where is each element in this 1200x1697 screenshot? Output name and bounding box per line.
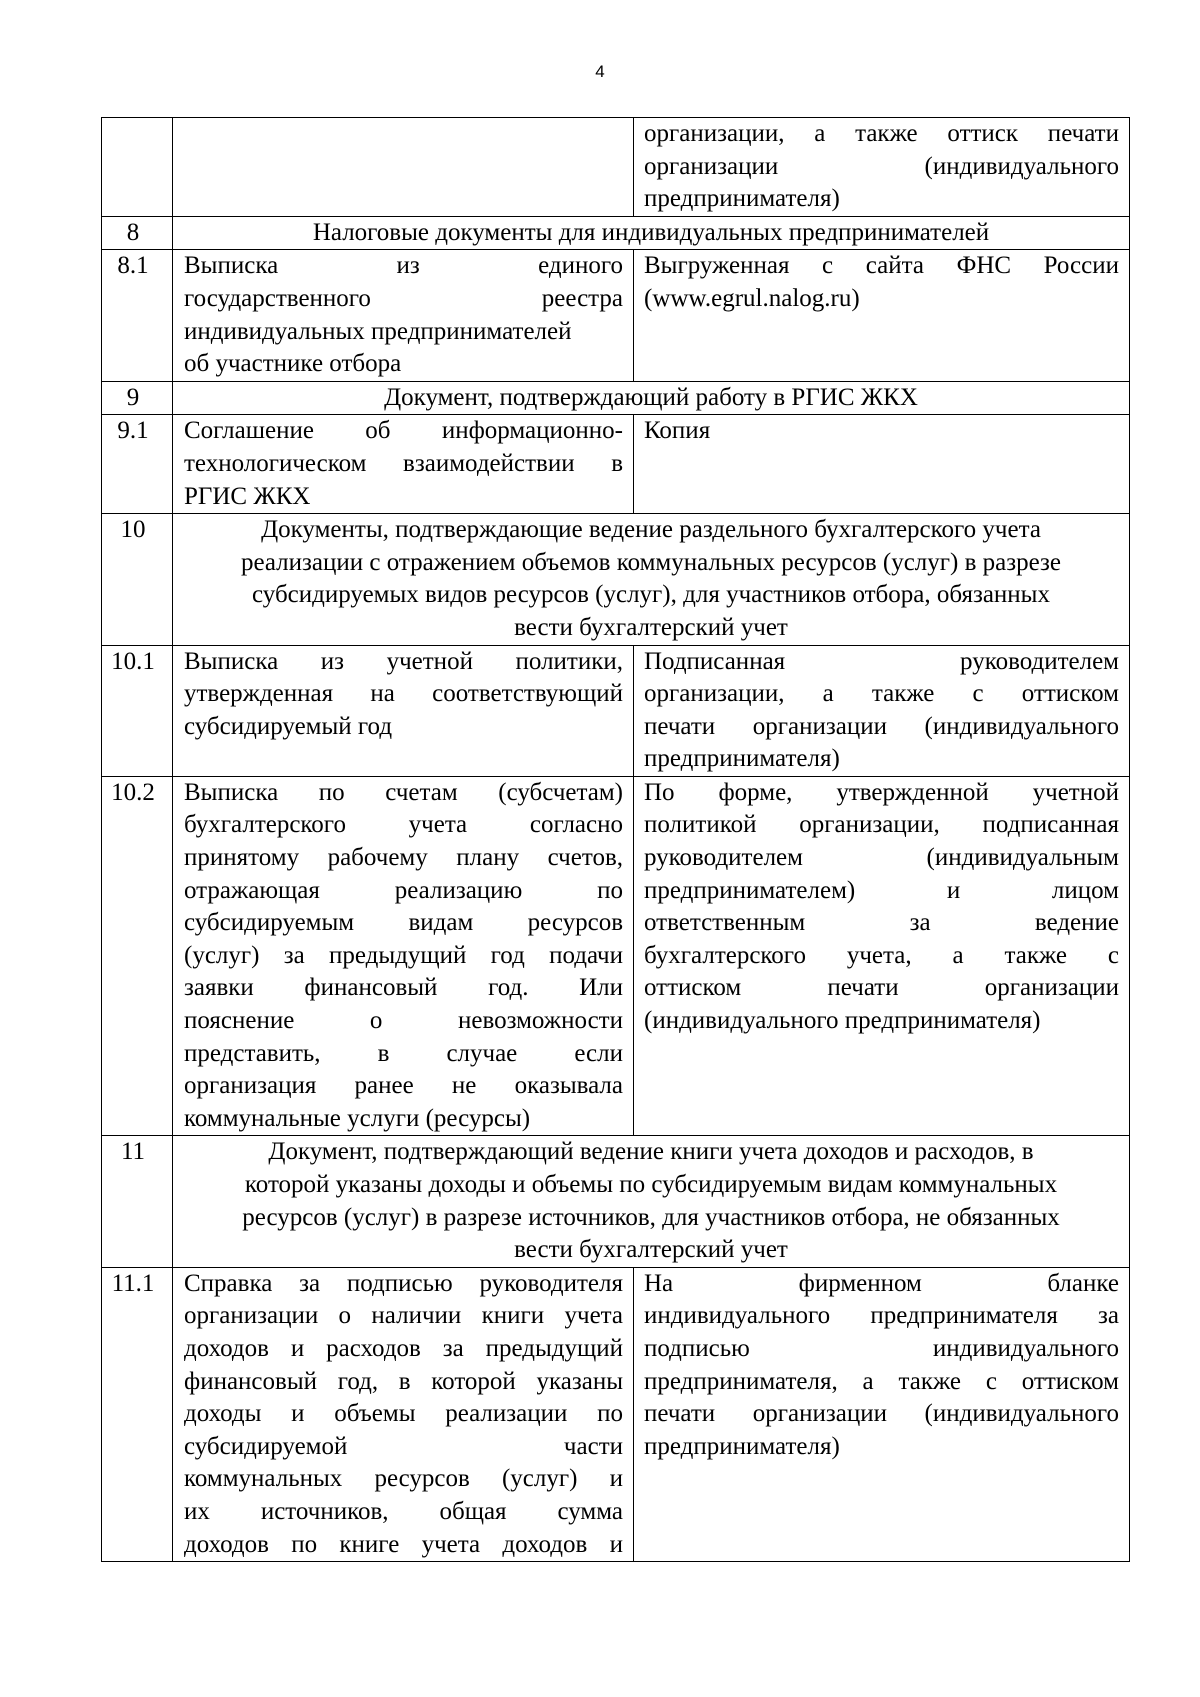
- document-name-cell: [173, 776, 634, 1136]
- text-line: (индивидуального предпринимателя): [644, 1007, 1041, 1035]
- section-title: [173, 1136, 1130, 1267]
- text-line: РГИС ЖКХ: [184, 482, 311, 510]
- text-line: доходов по книге учета доходов и: [184, 1530, 623, 1558]
- text-line: На фирменном бланке: [644, 1269, 1119, 1297]
- text-line: организации о наличии книги учета: [184, 1302, 623, 1330]
- table-row-continued: [102, 118, 1130, 217]
- text-line: коммунальных ресурсов (услуг) и: [184, 1465, 623, 1493]
- text-line: пояснение о невозможности: [184, 1007, 623, 1035]
- text-line: коммунальные услуги (ресурсы): [184, 1104, 531, 1132]
- text-line: (услуг) за предыдущий год подачи: [184, 941, 623, 969]
- text-line: Справка за подписью руководителя: [184, 1269, 623, 1297]
- text-line: об участнике отбора: [184, 350, 402, 378]
- row-number: 9: [102, 381, 173, 415]
- text-line: заявки финансовый год. Или: [184, 974, 623, 1002]
- section-row-9: [102, 381, 1130, 415]
- text-line: организация ранее не оказывала: [184, 1072, 623, 1100]
- document-name-cell: [173, 645, 634, 776]
- text-line: их источников, общая сумма: [184, 1497, 623, 1525]
- row-number: 8.1: [102, 250, 173, 381]
- section-row-8: [102, 216, 1130, 250]
- section-row-10: [102, 514, 1130, 645]
- text-line: субсидируемый год: [184, 712, 393, 740]
- text-line: Соглашение об информационно-: [184, 417, 623, 445]
- text-line: (www.egrul.nalog.ru): [644, 284, 860, 312]
- text-line: организации, а также с оттиском: [644, 680, 1119, 708]
- row-number: 9.1: [102, 415, 173, 514]
- page-number: 4: [595, 62, 605, 81]
- text-line: предпринимателя): [644, 1432, 840, 1460]
- title-line: вести бухгалтерский учет: [514, 1236, 788, 1264]
- text-line: принятому рабочему плану счетов,: [184, 844, 623, 872]
- text-line: доходы и объемы реализации по: [184, 1400, 623, 1428]
- text-line: печати организации (индивидуального: [644, 1400, 1119, 1428]
- table-row-10-2: [102, 776, 1130, 1136]
- text-line: индивидуальных предпринимателей: [184, 317, 572, 345]
- text-line: Выписка из учетной политики,: [184, 647, 623, 675]
- title-line: ресурсов (услуг) в разрезе источников, для участников отбора, не обязанных: [242, 1203, 1060, 1231]
- text-line: ответственным за ведение: [644, 909, 1119, 937]
- title-line: вести бухгалтерский учет: [514, 613, 788, 641]
- text-line: предпринимателя, а также с оттиском: [644, 1367, 1119, 1395]
- row-number: 10: [102, 514, 173, 645]
- table-row-11-1: [102, 1267, 1130, 1561]
- row-number: 10.2: [102, 776, 173, 1136]
- text-line: предпринимателя): [644, 185, 840, 213]
- text-line: руководителем (индивидуальным: [644, 844, 1119, 872]
- text-line: Выгруженная с сайта ФНС России: [644, 252, 1119, 280]
- section-title: Налоговые документы для индивидуальных предпринимателей: [173, 216, 1130, 250]
- text-line: подписью индивидуального: [644, 1334, 1119, 1362]
- text-line: индивидуального предпринимателя за: [644, 1302, 1119, 1330]
- text-line: субсидируемым видам ресурсов: [184, 909, 623, 937]
- table-row-8-1: [102, 250, 1130, 381]
- text-line: доходов и расходов за предыдущий: [184, 1334, 623, 1362]
- text-line: Выписка из единого: [184, 252, 623, 280]
- requirement-cell: [634, 645, 1130, 776]
- text-line: бухгалтерского учета, а также с: [644, 941, 1119, 969]
- requirement-cell: [634, 250, 1130, 381]
- title-line: Документ, подтверждающий ведение книги учета доходов и расходов, в: [268, 1138, 1034, 1166]
- document-name-cell: [173, 415, 634, 514]
- text-line: отражающая реализацию по: [184, 876, 623, 904]
- text-line: Копия: [644, 417, 711, 445]
- row-number: 10.1: [102, 645, 173, 776]
- requirement-cell: [634, 118, 1130, 217]
- text-line: представить, в случае если: [184, 1039, 623, 1067]
- document-name-cell: [173, 250, 634, 381]
- row-number: 11: [102, 1136, 173, 1267]
- text-line: технологическом взаимодействии в: [184, 449, 623, 477]
- table-row-9-1: [102, 415, 1130, 514]
- documents-table: [101, 117, 1130, 1562]
- document-name-cell: [173, 1267, 634, 1561]
- text-line: политикой организации, подписанная: [644, 811, 1119, 839]
- text-line: организации, а также оттиск печати: [644, 120, 1119, 147]
- text-line: финансовый год, в которой указаны: [184, 1367, 623, 1395]
- title-line: которой указаны доходы и объемы по субсидируемым видам коммунальных: [244, 1171, 1058, 1198]
- document-name-cell: [173, 118, 634, 217]
- requirement-cell: [634, 415, 1130, 514]
- section-row-11: [102, 1136, 1130, 1267]
- title-line: Документы, подтверждающие ведение раздельного бухгалтерского учета: [261, 516, 1041, 544]
- title-line: субсидируемых видов ресурсов (услуг), для участников отбора, обязанных: [252, 581, 1050, 609]
- text-line: утвержденная на соответствующий: [184, 680, 623, 708]
- section-title: [173, 514, 1130, 645]
- text-line: организации (индивидуального: [644, 152, 1119, 180]
- table-row-10-1: [102, 645, 1130, 776]
- row-number: 8: [102, 216, 173, 250]
- text-line: Выписка по счетам (субсчетам): [184, 778, 623, 806]
- title-line: реализации с отражением объемов коммунальных ресурсов (услуг) в разрезе: [240, 548, 1062, 576]
- row-number-cell: [102, 118, 173, 217]
- requirement-cell: [634, 1267, 1130, 1561]
- text-line: предпринимателем) и лицом: [644, 876, 1119, 904]
- text-line: Подписанная руководителем: [644, 647, 1119, 675]
- section-title: Документ, подтверждающий работу в РГИС ЖКХ: [173, 381, 1130, 415]
- text-line: субсидируемой части: [184, 1432, 623, 1460]
- text-line: По форме, утвержденной учетной: [644, 778, 1119, 806]
- text-line: государственного реестра: [184, 284, 623, 312]
- text-line: предпринимателя): [644, 745, 840, 773]
- text-line: оттиском печати организации: [644, 974, 1119, 1002]
- requirement-cell: [634, 776, 1130, 1136]
- text-line: печати организации (индивидуального: [644, 712, 1119, 740]
- row-number: 11.1: [102, 1267, 173, 1561]
- text-line: бухгалтерского учета согласно: [184, 811, 623, 839]
